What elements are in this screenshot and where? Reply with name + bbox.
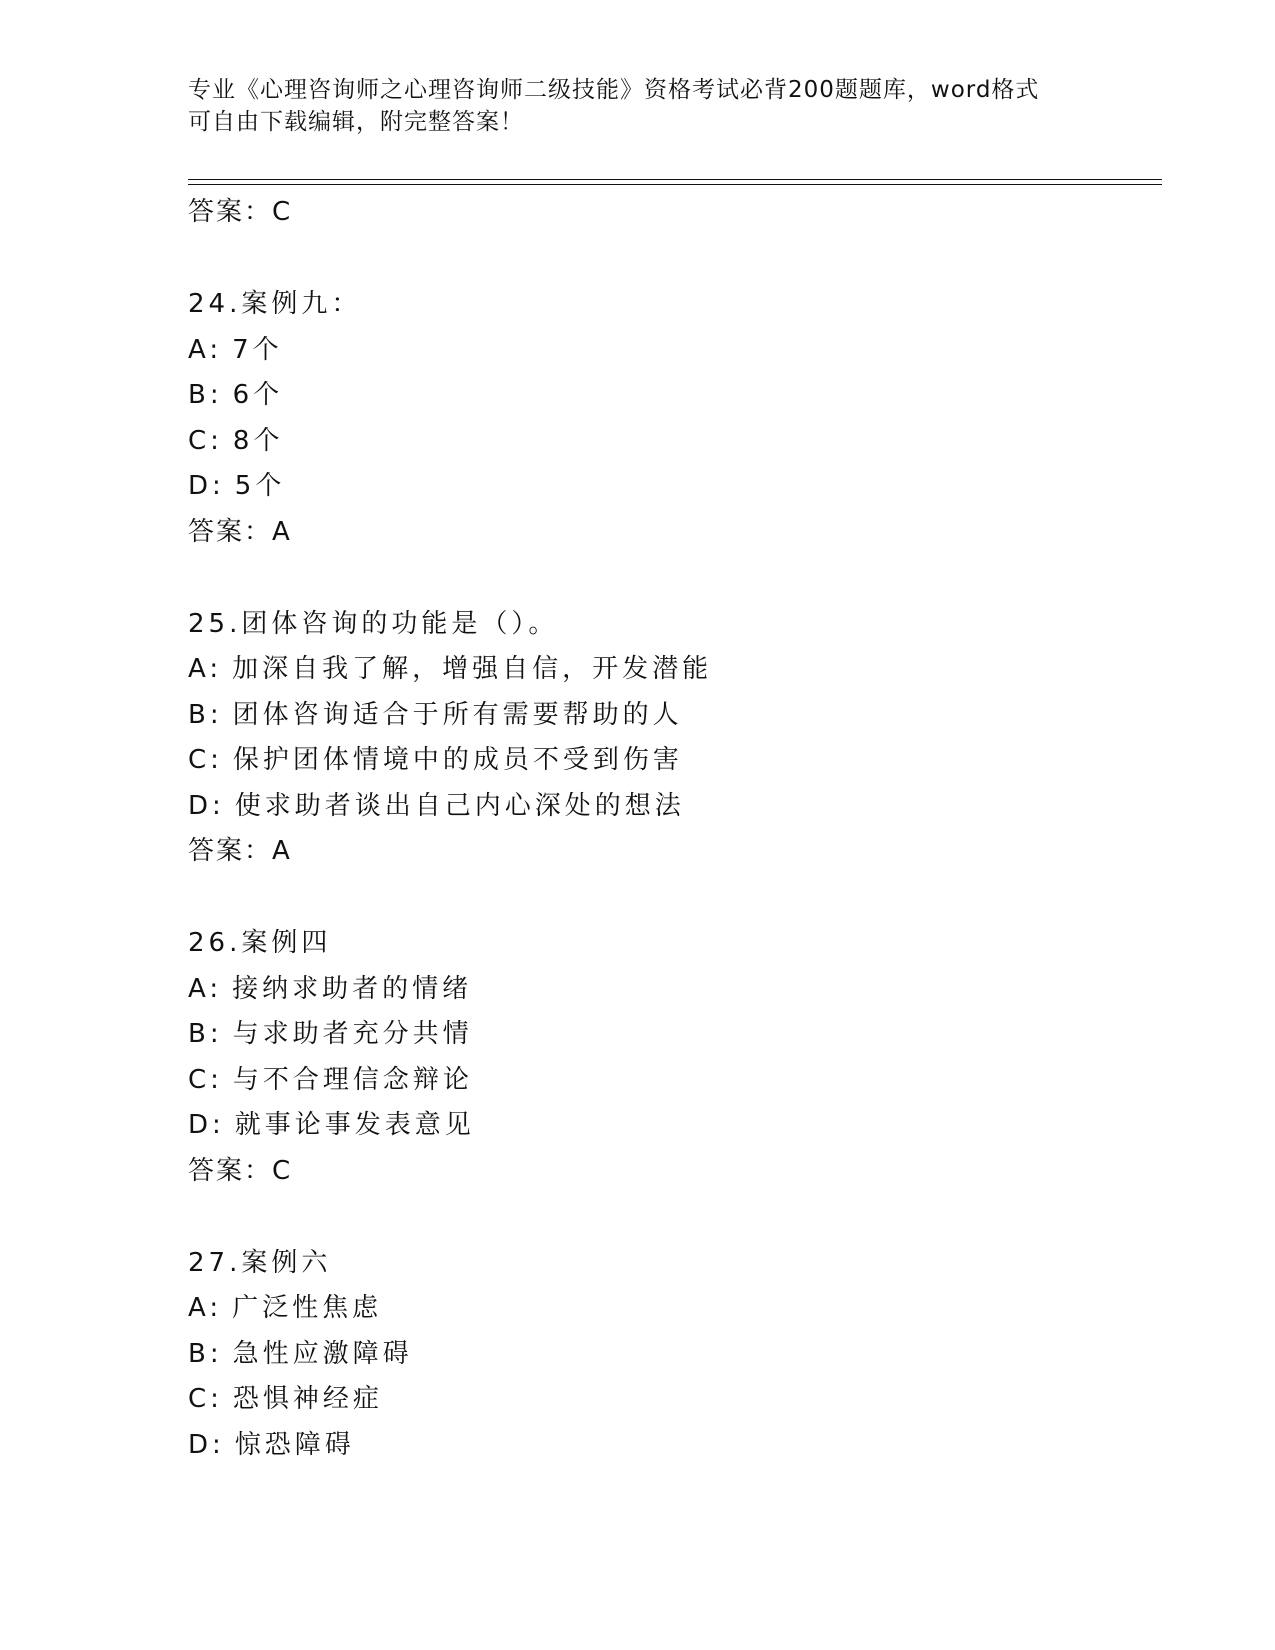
option-text: 急性应激障碍 bbox=[232, 1338, 413, 1369]
option-key: A bbox=[188, 973, 210, 1004]
option-key: B bbox=[188, 1019, 210, 1049]
question-24 bbox=[188, 282, 1148, 555]
question-27 bbox=[188, 1241, 1148, 1469]
option-text: 6个 bbox=[232, 380, 284, 410]
option-separator: : bbox=[212, 790, 225, 821]
question-25 bbox=[188, 602, 1148, 875]
answer-label: 答案： bbox=[188, 836, 273, 866]
option-text: 广泛性焦虑 bbox=[232, 1293, 383, 1323]
option-separator: : bbox=[210, 745, 223, 775]
option-key: A bbox=[188, 1293, 210, 1323]
answer-label: 答案： bbox=[188, 1155, 273, 1186]
option-c bbox=[188, 419, 1148, 465]
question-26 bbox=[188, 921, 1148, 1194]
option-text: 使求助者谈出自己内心深处的想法 bbox=[234, 790, 685, 821]
option-key: D bbox=[188, 471, 213, 501]
option-key: C bbox=[188, 745, 211, 775]
option-separator: : bbox=[209, 380, 223, 410]
question-stem bbox=[188, 282, 1148, 328]
option-separator: : bbox=[209, 699, 223, 730]
option-text: 惊恐障碍 bbox=[234, 1429, 355, 1460]
option-text: 8个 bbox=[232, 425, 284, 456]
header-divider-top bbox=[188, 179, 1162, 180]
question-list bbox=[188, 190, 1148, 1468]
option-key: C bbox=[188, 425, 211, 456]
option-d bbox=[188, 1423, 1148, 1469]
option-b bbox=[188, 1332, 1148, 1378]
option-key: A bbox=[188, 334, 210, 365]
option-separator: : bbox=[212, 1429, 225, 1460]
option-key: B bbox=[188, 1338, 210, 1369]
option-a bbox=[188, 647, 1148, 693]
option-text: 与不合理信念辩论 bbox=[232, 1064, 473, 1095]
answer-value: C bbox=[272, 1155, 293, 1186]
question-text: 案例九： bbox=[241, 289, 362, 319]
option-key: D bbox=[188, 1429, 213, 1460]
option-separator: : bbox=[210, 1064, 223, 1095]
option-text: 就事论事发表意见 bbox=[234, 1110, 475, 1140]
question-text: 案例四 bbox=[241, 928, 332, 958]
option-b bbox=[188, 693, 1148, 739]
header-title-line-1: 专业《心理咨询师之心理咨询师二级技能》资格考试必背200题题库，word格式 bbox=[188, 77, 1040, 103]
answer-value: A bbox=[272, 516, 292, 547]
question-number: 27. bbox=[188, 1247, 242, 1278]
answer-line bbox=[188, 829, 1148, 874]
option-separator: : bbox=[209, 1338, 223, 1369]
option-a bbox=[188, 1286, 1148, 1332]
question-text: 团体咨询的功能是（）。 bbox=[241, 608, 559, 639]
option-c bbox=[188, 1058, 1148, 1104]
document-header bbox=[188, 74, 1088, 138]
answer-line bbox=[188, 1149, 1148, 1194]
option-text: 恐惧神经症 bbox=[232, 1384, 383, 1414]
option-key: B bbox=[188, 699, 210, 730]
option-c bbox=[188, 738, 1148, 784]
option-separator: : bbox=[209, 1293, 223, 1323]
answer-value: A bbox=[272, 836, 292, 866]
option-separator: : bbox=[209, 1019, 223, 1049]
question-text: 案例六 bbox=[241, 1247, 332, 1278]
option-key: C bbox=[188, 1384, 211, 1414]
option-key: C bbox=[188, 1064, 211, 1095]
option-key: A bbox=[188, 654, 210, 684]
option-separator: : bbox=[209, 654, 223, 684]
option-separator: : bbox=[212, 1110, 225, 1140]
option-d bbox=[188, 784, 1148, 830]
option-b bbox=[188, 1012, 1148, 1058]
question-number: 26. bbox=[188, 928, 242, 958]
option-a bbox=[188, 967, 1148, 1013]
answer-label: 答案： bbox=[188, 516, 273, 547]
header-title-line-2: 可自由下载编辑，附完整答案！ bbox=[188, 109, 524, 135]
option-text: 与求助者充分共情 bbox=[232, 1019, 473, 1049]
answer-label: 答案： bbox=[188, 197, 273, 227]
option-a bbox=[188, 328, 1148, 374]
option-text: 保护团体情境中的成员不受到伤害 bbox=[232, 745, 683, 775]
option-separator: : bbox=[209, 973, 223, 1004]
question-number: 25. bbox=[188, 608, 242, 639]
option-separator: : bbox=[210, 1384, 223, 1414]
option-d bbox=[188, 464, 1148, 510]
question-stem bbox=[188, 921, 1148, 967]
option-text: 7个 bbox=[232, 334, 283, 365]
option-c bbox=[188, 1377, 1148, 1423]
option-b bbox=[188, 373, 1148, 419]
option-separator: : bbox=[209, 334, 223, 365]
option-text: 接纳求助者的情绪 bbox=[232, 973, 473, 1004]
option-key: D bbox=[188, 1110, 213, 1140]
option-key: B bbox=[188, 380, 210, 410]
option-separator: : bbox=[212, 471, 225, 501]
answer-value: C bbox=[272, 197, 293, 227]
option-text: 团体咨询适合于所有需要帮助的人 bbox=[232, 699, 683, 730]
question-number: 24. bbox=[188, 289, 242, 319]
question-stem bbox=[188, 602, 1148, 648]
header-divider-bottom bbox=[188, 184, 1162, 185]
previous-answer bbox=[188, 190, 1148, 235]
option-key: D bbox=[188, 790, 213, 821]
option-separator: : bbox=[210, 425, 223, 456]
option-text: 5个 bbox=[234, 471, 286, 501]
question-stem bbox=[188, 1241, 1148, 1287]
option-d bbox=[188, 1103, 1148, 1149]
answer-line bbox=[188, 510, 1148, 555]
option-text: 加深自我了解，增强自信，开发潜能 bbox=[232, 654, 713, 684]
